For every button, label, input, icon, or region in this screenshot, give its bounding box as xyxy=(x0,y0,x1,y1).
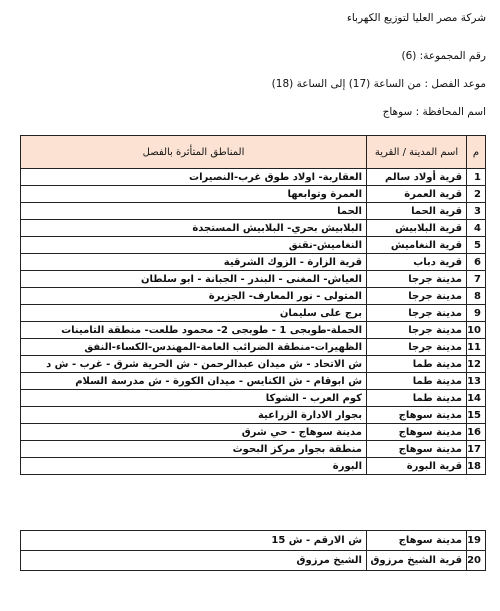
table-row xyxy=(21,373,486,390)
table-row xyxy=(21,458,486,475)
row-areas: ش الارقم - ش 15 xyxy=(21,531,367,551)
row-number: 15 xyxy=(467,407,486,424)
row-number: 8 xyxy=(467,288,486,305)
row-areas: الظهيرات-منطقة الضرائب العامة-المهندس-الكساء-النفق xyxy=(21,339,367,356)
row-areas: ش ابوقام - ش الكنايس - ميدان الكورة - ش مدرسة السلام xyxy=(21,373,367,390)
cut-time: موعد الفصل : من الساعة (17) إلى الساعة (18) xyxy=(271,78,486,90)
row-city: قرية البورة xyxy=(367,458,467,475)
table-row xyxy=(21,356,486,373)
row-city: مدينة سوهاج xyxy=(367,531,467,551)
table-row xyxy=(21,254,486,271)
table-row xyxy=(21,441,486,458)
row-city: مدينة جرجا xyxy=(367,288,467,305)
row-areas: الحملة-طوبجى 1 - طوبجى 2- محمود طلعت- منطقة التامينات xyxy=(21,322,367,339)
row-city: قرية أولاد سالم xyxy=(367,169,467,186)
row-areas: الشيخ مرزوق xyxy=(21,551,367,571)
row-city: مدينة سوهاج xyxy=(367,424,467,441)
row-areas: ش الاتحاد - ش ميدان عبدالرحمن - ش الحرية شرق - غرب - ش د xyxy=(21,356,367,373)
group-number: رقم المجموعة: (6) xyxy=(401,50,486,62)
row-city: مدينة سوهاج xyxy=(367,441,467,458)
row-city: مدينة طما xyxy=(367,390,467,407)
row-areas: العياش- المغنى - البندر - الجبانة - ابو سلطان xyxy=(21,271,367,288)
table-row xyxy=(21,271,486,288)
table-row xyxy=(21,551,486,571)
row-number: 11 xyxy=(467,339,486,356)
row-number: 3 xyxy=(467,203,486,220)
extra-outage-table xyxy=(20,530,486,571)
row-city: مدينة سوهاج xyxy=(367,407,467,424)
row-areas: البورة xyxy=(21,458,367,475)
outage-table-body xyxy=(21,169,486,475)
row-areas: الحما xyxy=(21,203,367,220)
row-number: 12 xyxy=(467,356,486,373)
row-areas: النغاميش-نقنق xyxy=(21,237,367,254)
row-city: قرية العمرة xyxy=(367,186,467,203)
row-areas: منطقة بجوار مركز البحوث xyxy=(21,441,367,458)
table-row xyxy=(21,288,486,305)
table-header-row xyxy=(21,136,486,169)
row-city: مدينة جرجا xyxy=(367,339,467,356)
row-number: 2 xyxy=(467,186,486,203)
table-row xyxy=(21,424,486,441)
row-number: 6 xyxy=(467,254,486,271)
row-number: 1 xyxy=(467,169,486,186)
row-number: 7 xyxy=(467,271,486,288)
row-city: قرية البلابيش xyxy=(367,220,467,237)
row-number: 20 xyxy=(467,551,486,571)
row-areas: قرية الزارة - الزوك الشرقية xyxy=(21,254,367,271)
col-header-num: م xyxy=(467,136,486,169)
row-city: مدينة جرجا xyxy=(367,322,467,339)
table-row xyxy=(21,237,486,254)
row-city: قرية الحما xyxy=(367,203,467,220)
extra-outage-table-body xyxy=(21,531,486,571)
row-city: مدينة جرجا xyxy=(367,305,467,322)
row-areas: العمرة وتوابعها xyxy=(21,186,367,203)
row-city: مدينة جرجا xyxy=(367,271,467,288)
table-row xyxy=(21,407,486,424)
row-areas: كوم العرب - الشوكا xyxy=(21,390,367,407)
col-header-areas: المناطق المتأثرة بالفصل xyxy=(21,136,367,169)
row-city: قرية الشيخ مرزوق xyxy=(367,551,467,571)
table-row xyxy=(21,322,486,339)
table-row xyxy=(21,305,486,322)
row-city: مدينة طما xyxy=(367,356,467,373)
row-number: 10 xyxy=(467,322,486,339)
row-city: مدينة طما xyxy=(367,373,467,390)
row-areas: العقاربة- اولاد طوق غرب-النصيرات xyxy=(21,169,367,186)
row-number: 16 xyxy=(467,424,486,441)
row-number: 17 xyxy=(467,441,486,458)
row-number: 14 xyxy=(467,390,486,407)
table-row xyxy=(21,220,486,237)
row-number: 9 xyxy=(467,305,486,322)
row-areas: برج على سليمان xyxy=(21,305,367,322)
row-areas: المتولى - نور المعارف- الجزيرة xyxy=(21,288,367,305)
row-areas: مدينة سوهاج - حي شرق xyxy=(21,424,367,441)
table-row xyxy=(21,531,486,551)
table-row xyxy=(21,186,486,203)
row-number: 4 xyxy=(467,220,486,237)
row-number: 18 xyxy=(467,458,486,475)
row-number: 19 xyxy=(467,531,486,551)
row-number: 13 xyxy=(467,373,486,390)
company-name: شركة مصر العليا لتوزيع الكهرباء xyxy=(346,12,486,24)
outage-table xyxy=(20,135,486,475)
governorate: اسم المحافظة : سوهاج xyxy=(382,106,486,118)
table-row xyxy=(21,390,486,407)
table-row xyxy=(21,203,486,220)
row-areas: بجوار الادارة الزراعية xyxy=(21,407,367,424)
row-number: 5 xyxy=(467,237,486,254)
row-city: قرية النغاميش xyxy=(367,237,467,254)
row-city: قرية دباب xyxy=(367,254,467,271)
table-row xyxy=(21,339,486,356)
row-areas: البلابيش بحري- البلابيش المستجدة xyxy=(21,220,367,237)
table-row xyxy=(21,169,486,186)
col-header-city: اسم المدينة / القرية xyxy=(367,136,467,169)
